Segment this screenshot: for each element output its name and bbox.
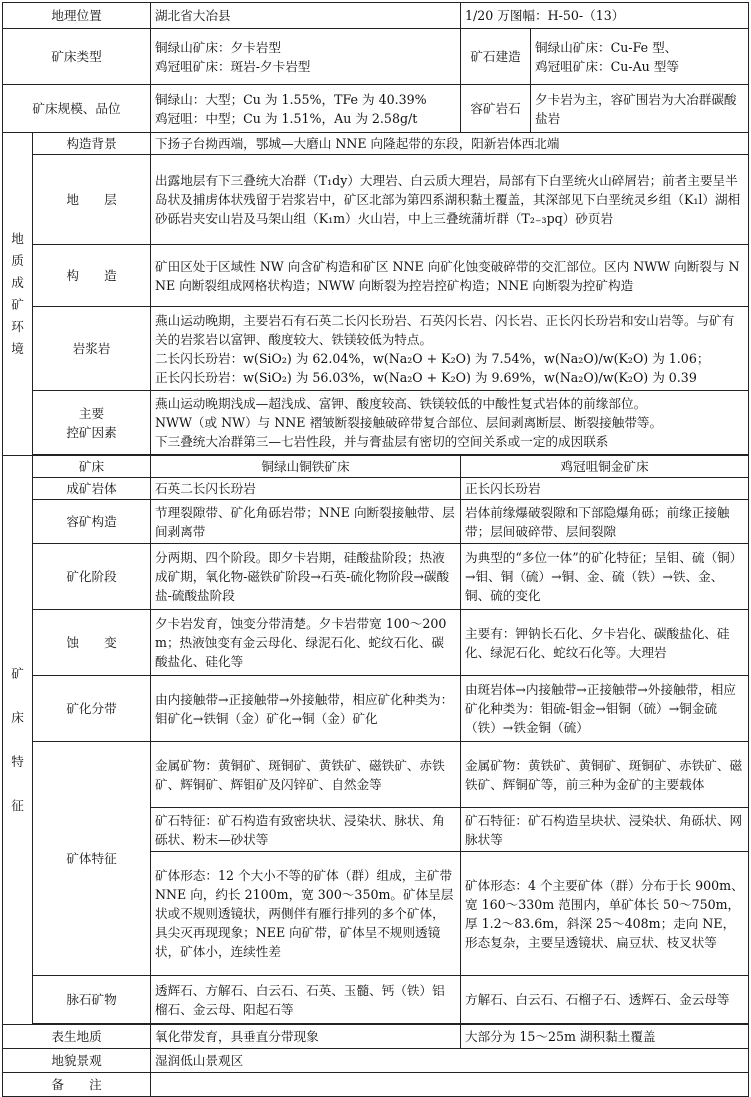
host-rock-label: 容矿岩石 xyxy=(461,85,531,133)
location-label: 地理位置 xyxy=(3,3,151,29)
orebody-cell-b: 矿体形态：4 个主要矿体（群）分布于长 900m、宽 160～330m 范围内，单矿体长 50～750m，厚 1.2～83.6m，斜深 25～408m；走向 NE，形态复杂，主要呈透镜状、扁豆状、枝叉状等 xyxy=(461,852,749,976)
feature-cell-a: 夕卡岩发育，蚀变分带清楚。夕卡岩带宽 100～200m；热液蚀变有金云母化、绿泥石化、蛇纹石化、碳酸盐化、硅化等 xyxy=(151,610,461,676)
remark-value xyxy=(151,1073,749,1097)
gangue-label: 脉石矿物 xyxy=(33,976,151,1024)
supergene-cell-a: 氧化带发育，具垂直分带现象 xyxy=(151,1025,461,1049)
control-line-2: NWW（或 NW）与 NNE 褶皱断裂接触破碎带复合部位、层间剥离断层、断裂接触带等。 xyxy=(155,415,663,430)
orebody-cell-a: 矿石特征：矿石构造有致密块状、浸染状、脉状、角砾状、粉末—砂状等 xyxy=(151,808,461,852)
scale-line-1: 铜绿山：大型；Cu 为 1.55%，TFe 为 40.39% xyxy=(155,91,427,107)
gangue-cell-a: 透辉石、方解石、白云石、石英、玉髓、钙（铁）铝榴石、金云母、阳起石等 xyxy=(151,976,461,1024)
location-value: 湖北省大冶县 xyxy=(151,3,461,29)
feature-cell-b: 岩体前缘爆破裂隙和下部隐爆角砾；前缘正接触带；层间破碎带、层间裂隙 xyxy=(461,500,749,544)
deposit-type-line-2: 鸡冠咀矿床：斑岩-夕卡岩型 xyxy=(155,58,311,74)
control-factors-value xyxy=(151,391,749,455)
feature-cell-a: 由内接触带→正接触带→外接触带，相应矿化种类为：钼矿化→铁铜（金）矿化→铜（金）矿化 xyxy=(151,676,461,742)
supergene-cell-b: 大部分为 15～25m 湖积黏土覆盖 xyxy=(461,1025,749,1049)
landscape-value: 湿润低山景观区 xyxy=(151,1049,749,1073)
feature-cell-a: 节理裂隙带、矿化角砾岩带；NNE 向断裂接触带、层间剥离带 xyxy=(151,500,461,544)
features-group-label: 矿 床 特 征 xyxy=(3,456,33,1025)
magmatic-line-2: 二长闪长玢岩：w(SiO₂) 为 62.04%，w(Na₂O + K₂O) 为 7.54%，w(Na₂O)/w(K₂O) 为 1.06； xyxy=(155,350,710,366)
ore-formation-line-2: 鸡冠咀矿床：Cu-Au 型等 xyxy=(535,58,679,74)
col-jiguanzui-header: 鸡冠咀铜金矿床 xyxy=(461,456,749,478)
orebody-cell-b: 金属矿物：黄铁矿、黄铜矿、斑铜矿、赤铁矿、磁铁矿、辉铜矿等，前三种为金矿的主要载体 xyxy=(461,742,749,808)
tectonic-value: 下扬子台拗西端，鄂城—大磨山 NNE 向隆起带的东段，阳新岩体西北端 xyxy=(151,133,749,155)
orebody-cell-a: 金属矿物：黄铜矿、斑铜矿、黄铁矿、磁铁矿、赤铁矿、辉铜矿、辉钼矿及闪锌矿、自然金等 xyxy=(151,742,461,808)
feature-row-label: 容矿构造 xyxy=(33,500,151,544)
control-line-3: 下三叠统大冶群第三—七岩性段，并与膏盐层有密切的空间关系或一定的成因联系 xyxy=(155,434,609,449)
scale-label: 矿床规模、品位 xyxy=(3,85,151,133)
strata-value: 出露地层有下三叠统大冶群（T₁dy）大理岩、白云质大理岩，局部有下白垩统火山碎屑岩；前者主要呈半岛状及捕虏体状残留于岩浆岩中，矿区北部为第四系湖积黏土覆盖，其深部见下白垩统灵乡组（K₁l）湖相砂砾岩夹安山岩及马架山组（K₁m）火山岩，中上三叠统蒲圻群（T₂₋₃pq）砂页岩 xyxy=(151,155,749,245)
magmatic-label: 岩浆岩 xyxy=(33,307,151,391)
supergene-label: 表生地质 xyxy=(3,1025,151,1049)
gangue-cell-b: 方解石、白云石、石榴子石、透辉石、金云母等 xyxy=(461,976,749,1024)
deposit-info-table xyxy=(2,2,749,1097)
map-sheet: 1/20 万图幅：H-50-（13） xyxy=(461,3,749,29)
feature-cell-a: 分两期、四个阶段。即夕卡岩期，硅酸盐阶段；热液成矿期，氧化物-磁铁矿阶段→石英-硫化物阶段→碳酸盐-硫酸盐阶段 xyxy=(151,544,461,610)
magmatic-line-3: 正长闪长玢岩：w(SiO₂) 为 56.03%，w(Na₂O + K₂O) 为 9.69%，w(Na₂O)/w(K₂O) 为 0.39 xyxy=(155,369,697,385)
magmatic-value xyxy=(151,307,749,391)
structure-label: 构 造 xyxy=(33,245,151,307)
tectonic-label: 构造背景 xyxy=(33,133,151,155)
host-rock-value: 夕卡岩为主，容矿围岩为大冶群碳酸盐岩 xyxy=(531,85,749,133)
control-line-1: 燕山运动晚期浅成—超浅成、富钾、酸度较高、铁镁较低的中酸性复式岩体的前缘部位。 xyxy=(155,396,647,411)
feature-cell-b: 主要有：钾钠长石化、夕卡岩化、碳酸盐化、硅化、绿泥石化、蛇纹石化等。大理岩 xyxy=(461,610,749,676)
feature-row-label: 矿化阶段 xyxy=(33,544,151,610)
scale-line-2: 鸡冠咀：中型；Cu 为 1.51%，Au 为 2.58g/t xyxy=(155,110,418,126)
remark-label: 备 注 xyxy=(3,1073,151,1097)
feature-cell-a: 石英二长闪长玢岩 xyxy=(151,478,461,500)
landscape-label: 地貌景观 xyxy=(3,1049,151,1073)
ore-formation-label: 矿石建造 xyxy=(461,29,531,85)
scale-value xyxy=(151,85,461,133)
deposit-type-value xyxy=(151,29,461,85)
col-tonglvshan-header: 铜绿山铜铁矿床 xyxy=(151,456,461,478)
orebody-cell-a: 矿体形态：12 个大小不等的矿体（群）组成，主矿带 NNE 向，约长 2100m，宽 300～350m。矿体呈层状或不规则透镜状，两侧伴有雁行排列的多个矿体，具尖灭再现现象；NEE 向矿带，矿体呈不规则透镜状，矿体小，连续性差 xyxy=(151,852,461,976)
deposit-type-line-1: 铜绿山矿床：夕卡岩型 xyxy=(155,39,281,55)
magmatic-line-1: 燕山运动晚期，主要岩石有石英二长闪长玢岩、石英闪长岩、闪长岩、正长闪长玢岩和安山岩等。与矿有关的岩浆岩以富钾、酸度较大、铁镁较低为特点。 xyxy=(155,312,735,347)
structure-value: 矿田区处于区域性 NW 向含矿构造和矿区 NNE 向矿化蚀变破碎带的交汇部位。区内 NWW 向断裂与 NNE 向断裂组成网格状构造；NWW 向断裂为控岩控矿构造；NNE 向断裂为控矿构造 xyxy=(151,245,749,307)
strata-label: 地 层 xyxy=(33,155,151,245)
control-factors-label: 主要 控矿因素 xyxy=(33,391,151,455)
feature-row-label: 矿化分带 xyxy=(33,676,151,742)
feature-cell-b: 由斑岩体→内接触带→正接触带→外接触带，相应矿化种类为：钼硫-钼金→钼铜（硫）→铜金硫（铁）→铁金铜（硫） xyxy=(461,676,749,742)
ore-formation-value xyxy=(531,29,749,85)
env-group-label: 地 质 成 矿 环 境 xyxy=(3,133,33,456)
feature-row-label: 成矿岩体 xyxy=(33,478,151,500)
deposit-type-label: 矿床类型 xyxy=(3,29,151,85)
deposit-col-header: 矿床 xyxy=(33,456,151,478)
feature-cell-b: 正长闪长玢岩 xyxy=(461,478,749,500)
ore-formation-line-1: 铜绿山矿床：Cu-Fe 型、 xyxy=(535,39,678,55)
orebody-label: 矿体特征 xyxy=(33,742,151,976)
feature-cell-b: 为典型的“多位一体”的矿化特征；呈钼、硫（铜）→钼、铜（硫）→铜、金、硫（铁）→铁、金、铜、硫的变化 xyxy=(461,544,749,610)
feature-row-label: 蚀 变 xyxy=(33,610,151,676)
orebody-cell-b: 矿石特征：矿石构造呈块状、浸染状、角砾状、网脉状等 xyxy=(461,808,749,852)
